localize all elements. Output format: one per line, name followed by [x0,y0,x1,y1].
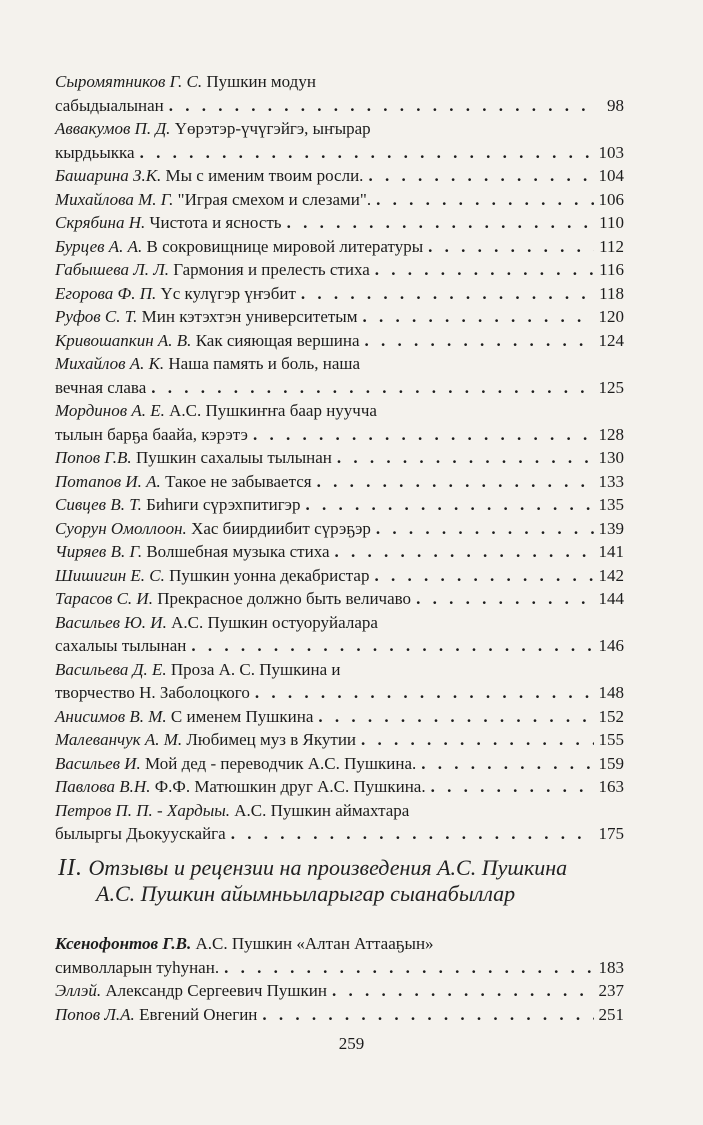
dot-leader [335,540,594,564]
section-number: II. [58,855,83,881]
dot-leader [253,423,594,447]
toc-entry-text [55,611,378,635]
toc-entry [55,611,624,658]
toc-entry-text [55,329,360,353]
toc-entry-page-number: 104 [598,166,624,185]
toc-entry-line [55,752,624,776]
toc-entry-text [55,258,370,282]
toc-entry-page-number: 251 [598,1004,624,1024]
toc-entry-line [55,141,624,165]
section-heading-line-1 [58,855,658,881]
toc-entry-author: Егорова Ф. П. [55,283,157,303]
toc-entry [55,564,624,588]
toc-entry-page-number: 148 [598,683,624,702]
toc-entry-author: Потапов И. А. [55,471,161,491]
toc-entry-line [55,1003,624,1027]
toc-entry-author: Васильев И. [55,753,141,773]
toc-entry-page-number: 98 [607,95,624,115]
toc-entry-text [55,587,411,611]
toc-entry-line [55,979,624,1003]
toc-entry [55,117,624,164]
section-heading-line-2 [58,881,658,907]
toc-entry-page-number: 146 [598,636,624,655]
toc-entry-line [55,799,624,823]
toc-entry [55,587,624,611]
toc-entry-author: Сыромятников Г. С. [55,72,203,91]
toc-entry-author: Аввакумов П. Д. [55,119,171,138]
toc-entry-line [55,658,624,682]
toc-entry-title: "Играя смехом и слезами". [177,189,372,209]
toc-entry-title: А.С. Пушкиҥҥа баар нуучча [169,401,377,420]
toc-entry-text [55,235,423,259]
dot-leader [151,376,593,400]
toc-entry-text [55,141,135,165]
toc-entry-title: В сокровищнице мировой литературы [146,236,424,256]
toc-entry-author: Попов Л.А. [55,1004,135,1024]
toc-entry-line [55,352,624,376]
toc-entry-title: Александр Сергеевич Пушкин [105,981,327,1000]
toc-entry-text [55,94,164,118]
toc-entry-title: творчество Н. Заболоцкого [55,683,250,702]
toc-entry-title: А.С. Пушкин аймахтара [234,800,410,820]
dot-leader [428,235,594,259]
toc-entry-title: Үс кулүгэр үҥэбит [160,283,296,303]
page-number: 259 [338,1034,365,1053]
toc-entry-author: Скрябина Н. [55,213,146,232]
toc-entry-title: Пушкин сахалыы тылынан [135,448,332,467]
toc-entry-text [55,979,327,1003]
toc-entry-page-number: 152 [598,706,624,726]
toc-entry-text [55,517,371,541]
toc-entry-title: былыргы Дьокуускайга [55,824,226,843]
toc-entry-title: Чистота и ясность [149,213,282,232]
dot-leader [262,1003,593,1027]
toc-entry-page-number: 128 [598,424,624,444]
dot-leader [421,752,593,776]
toc-entry-line [55,211,624,235]
toc-entry [55,446,624,470]
toc-entry-text [55,705,313,729]
toc-entry [55,752,624,776]
dot-leader [365,329,594,353]
dot-leader [318,705,593,729]
toc-entry-page-number: 159 [598,753,624,773]
toc-entry-text [55,352,360,376]
section-title-yakut: А.С. Пушкин айымньыларыгар сыанабыллар [96,881,516,906]
toc-entry [55,932,624,979]
toc-entry-page-number: 125 [598,377,624,397]
toc-entry [55,1003,624,1027]
toc-entry-line [55,376,624,400]
toc-entry-text [55,658,340,682]
toc-entry [55,470,624,494]
toc-entry-text [55,305,358,329]
toc-entry-text [55,164,363,188]
toc-entry [55,399,624,446]
toc-entry-author: Габышева Л. Л. [55,260,169,279]
toc-entry-page-number: 133 [598,471,624,491]
toc-entry-author: Чиряев В. Г. [55,542,143,561]
toc-entry-text [55,282,296,306]
toc-entry-page-number: 141 [598,542,624,561]
toc-entry-page-number: 120 [598,307,624,326]
toc-entry-line [55,117,624,141]
toc-entry-line [55,70,624,94]
toc-entry-title: А.С. Пушкин «Алтан Аттааҕын» [195,934,434,953]
toc-entry-title: сабыдыалынан [55,95,164,115]
toc-entry [55,211,624,235]
toc-entry-author: Бурцев А. А. [55,236,143,256]
toc-entry-author: Васильева Д. Е. [55,659,167,679]
toc-entry-line [55,188,624,212]
toc-entry-author: Сивцев В. Т. [55,495,142,514]
toc-entry-page-number: 183 [598,957,624,977]
toc-entry-page-number: 175 [598,824,624,843]
toc-entry-line [55,423,624,447]
table-of-contents [55,70,624,846]
toc-entry-line [55,564,624,588]
toc-entry [55,799,624,846]
dot-leader [301,282,594,306]
toc-entry-text [55,752,416,776]
dot-leader [431,775,594,799]
section-heading [58,855,658,907]
toc-entry-page-number: 110 [599,213,624,232]
toc-entry [55,775,624,799]
toc-entry-title: А.С. Пушкин остуоруйалара [171,612,378,632]
toc-entry-author: Тарасов С. И. [55,589,153,608]
toc-entry-line [55,705,624,729]
toc-entry-title: Мы с именим твоим росли. [165,166,364,185]
toc-entry-line [55,634,624,658]
toc-entry-page-number: 135 [598,495,624,514]
toc-entry-text [55,634,186,658]
toc-entry-title: Пушкин уонна декабристар [169,565,370,585]
dot-leader [374,564,593,588]
toc-entry-author: Михайлов А. К. [55,354,165,373]
dot-leader [416,587,593,611]
toc-entry-title: Биһиги сүрэхпитигэр [146,495,301,514]
toc-entry-line [55,446,624,470]
toc-entry-author: Анисимов В. М. [55,706,167,726]
toc-entry-line [55,305,624,329]
dot-leader [224,956,593,980]
toc-entry-title: Евгений Онегин [139,1004,258,1024]
toc-entry [55,705,624,729]
toc-entry-line [55,94,624,118]
toc-entry-title: Пушкин модун [206,72,316,91]
toc-entry-line [55,956,624,980]
toc-entry-text [55,376,146,400]
dot-leader [305,493,593,517]
toc-entry [55,305,624,329]
toc-entry-page-number: 118 [599,283,624,303]
dot-leader [317,470,594,494]
toc-entry-page-number: 139 [598,518,624,538]
toc-entry-text [55,188,371,212]
toc-entry-text [55,540,330,564]
toc-entry [55,540,624,564]
toc-entry-line [55,258,624,282]
toc-entry-page-number: 163 [598,777,624,796]
toc-entry-text [55,399,377,423]
toc-entry-line [55,470,624,494]
dot-leader [337,446,594,470]
toc-entry-line [55,329,624,353]
toc-entry-line [55,164,624,188]
toc-entry-author: Шишигин Е. С. [55,565,165,585]
toc-entry [55,517,624,541]
toc-entry-text [55,564,369,588]
toc-entry-line [55,932,624,956]
toc-entry-line [55,822,624,846]
toc-entry-title: Проза А. С. Пушкина и [170,659,341,679]
toc-entry-author: Суорун Омоллоон. [55,518,187,538]
toc-entry-author: Петров П. П. - Хардыы. [55,800,231,820]
dot-leader [363,305,594,329]
toc-entry [55,188,624,212]
toc-entry-title: Мин кэтэхтэн университетым [141,307,358,326]
toc-entry-page-number: 124 [598,330,624,350]
dot-leader [361,728,593,752]
toc-entry-title: тылын барҕа баайа, кэрэтэ [55,424,248,444]
toc-entry-page-number: 142 [598,565,624,585]
toc-entry-text [55,956,219,980]
dot-leader [376,188,593,212]
toc-entry-title: символларын туһунан. [55,957,220,977]
toc-entry-line [55,235,624,259]
toc-entry-page-number: 130 [598,448,624,467]
toc-entry-title: Наша память и боль, наша [168,354,361,373]
toc-entry-text [55,799,409,823]
toc-entry-title: Как сияющая вершина [195,330,360,350]
toc-entry-text [55,822,226,846]
toc-entry-page-number: 112 [599,236,624,256]
toc-entry-text [55,1003,257,1027]
toc-entry [55,658,624,705]
toc-entry [55,164,624,188]
dot-leader [375,258,594,282]
dot-leader [368,164,593,188]
table-of-contents-section-2 [55,932,624,1026]
toc-entry-author: Васильев Ю. И. [55,612,167,632]
toc-entry-author: Эллэй. [55,981,102,1000]
toc-entry-line [55,540,624,564]
toc-entry-author: Мординов А. Е. [55,401,165,420]
toc-entry-text [55,775,426,799]
toc-entry-line [55,775,624,799]
toc-entry-title: Прекрасное должно быть величаво [157,589,412,608]
dot-leader [287,211,595,235]
dot-leader [140,141,594,165]
toc-entry-page-number: 144 [598,589,624,608]
toc-entry-title: С именем Пушкина [170,706,314,726]
toc-entry [55,493,624,517]
section-title-russian: Отзывы и рецензии на произведения А.С. Пушкина [88,855,568,880]
toc-entry-page-number: 237 [598,981,624,1000]
toc-entry-page-number: 155 [598,730,624,749]
toc-entry-line [55,728,624,752]
toc-entry-title: Үөрэтэр-үчүгэйгэ, ыҥырар [174,119,371,138]
toc-entry [55,258,624,282]
toc-entry-title: Такое не забывается [165,471,312,491]
toc-entry-title: Мой дед - переводчик А.С. Пушкина. [145,753,417,773]
toc-entry-text [55,470,312,494]
toc-entry-author: Малеванчук А. М. [55,730,183,749]
toc-entry-line [55,611,624,635]
toc-entry-text [55,211,282,235]
toc-entry [55,352,624,399]
toc-entry-author: Башарина З.К. [55,166,162,185]
toc-entry-text [55,117,371,141]
toc-entry-title: сахалыы тылынан [55,636,187,655]
toc-entry-page-number: 103 [598,142,624,162]
dot-leader [191,634,593,658]
dot-leader [332,979,594,1003]
toc-entry-text [55,681,250,705]
toc-entry-line [55,493,624,517]
toc-entry-title: Ф.Ф. Матюшкин друг А.С. Пушкина. [154,777,426,796]
toc-entry [55,728,624,752]
toc-entry-text [55,423,248,447]
toc-entry [55,70,624,117]
toc-entry-title: вечная слава [55,377,147,397]
toc-entry [55,282,624,306]
dot-leader [376,517,594,541]
toc-entry-line [55,399,624,423]
toc-entry [55,329,624,353]
toc-entry-text [55,932,434,956]
toc-entry-author: Кривошапкин А. В. [55,330,192,350]
toc-entry-line [55,517,624,541]
toc-entry-line [55,587,624,611]
toc-entry-title: Гармония и прелесть стиха [173,260,370,279]
toc-entry-author: Руфов С. Т. [55,307,138,326]
toc-entry-text [55,493,300,517]
dot-leader [255,681,594,705]
dot-leader [231,822,594,846]
toc-entry-title: кырдьыкка [55,142,135,162]
toc-entry-text [55,70,316,94]
toc-entry-page-number: 106 [598,189,624,209]
toc-entry-line [55,282,624,306]
toc-entry [55,235,624,259]
toc-entry-title: Волшебная музыка стиха [146,542,330,561]
toc-entry-title: Хас биирдиибит сүрэҕэр [191,518,371,538]
toc-entry-text [55,446,332,470]
toc-entry-page-number: 116 [599,260,624,279]
toc-entry [55,979,624,1003]
toc-entry-text [55,728,356,752]
toc-entry-author: Ксенофонтов Г.В. [55,934,192,953]
dot-leader [169,94,595,118]
toc-entry-author: Попов Г.В. [55,448,132,467]
toc-entry-line [55,681,624,705]
toc-entry-title: Любимец муз в Якутии [186,730,357,749]
toc-entry-author: Михайлова М. Г. [55,189,174,209]
toc-entry-author: Павлова В.Н. [55,777,151,796]
